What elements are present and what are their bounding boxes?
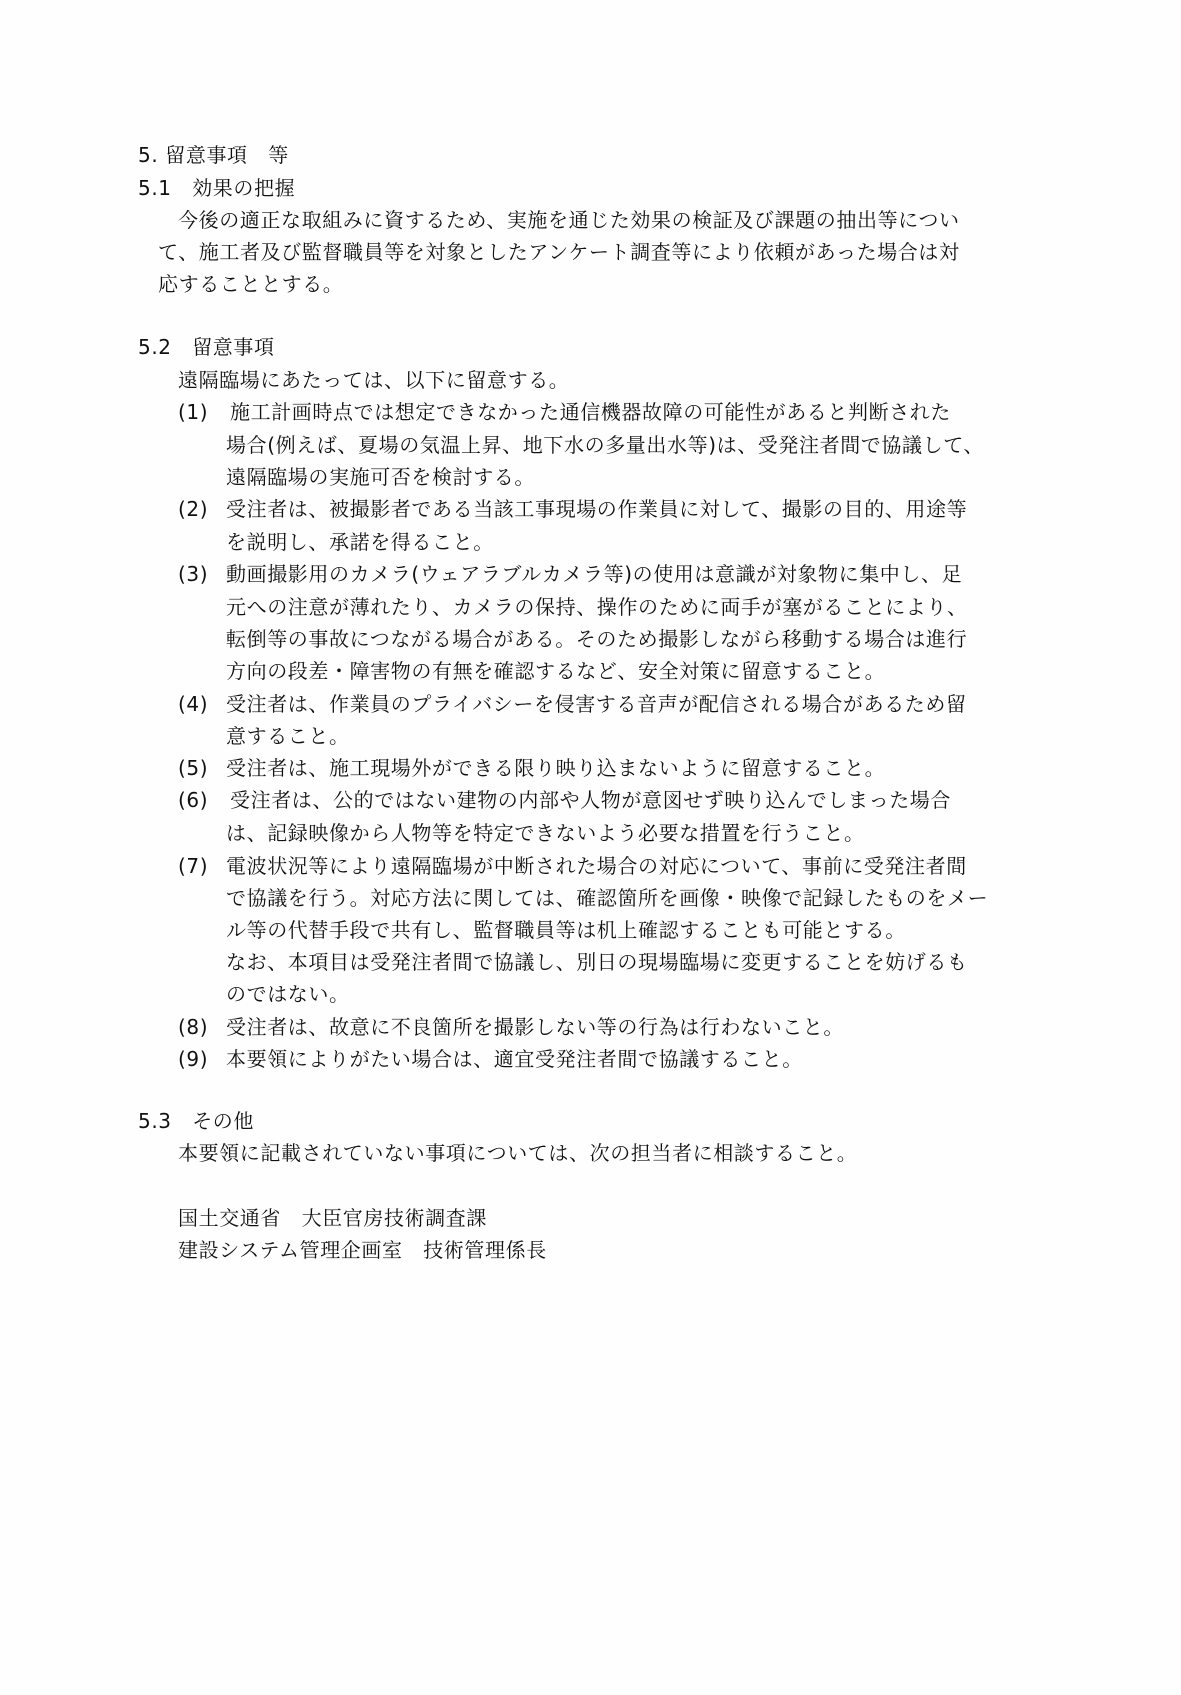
section-5-heading: 5. 留意事項 等 [138,143,289,167]
list-item-line: 受注者は、作業員のプライバシーを侵害する音声が配信される場合があるため留 [226,692,967,716]
section-5-1-text-line: 応することとする。 [158,272,344,296]
list-item-line: 受注者は、公的ではない建物の内部や人物が意図せず映り込んでしまった場合 [230,788,951,812]
list-item-line: 元への注意が薄れたり、カメラの保持、操作のために両手が塞がることにより、 [226,595,968,619]
list-item-number: (1) [178,400,209,424]
list-item-line: 受注者は、被撮影者である当該工事現場の作業員に対して、撮影の目的、用途等 [226,497,968,521]
section-5-3-text: 本要領に記載されていない事項については、次の担当者に相談すること。 [178,1141,858,1165]
section-5-1-text-line: て、施工者及び監督職員等を対象としたアンケート調査等により依頼があった場合は対 [158,240,960,264]
list-item-number: (7) [178,854,209,878]
list-item-line: 受注者は、故意に不良箇所を撮影しない等の行為は行わないこと。 [226,1015,844,1039]
section-5-2-heading: 5.2 留意事項 [138,335,275,359]
list-item-number: (3) [178,562,209,586]
list-item-line: 本要領によりがたい場合は、適宜受発注者間で協議すること。 [226,1047,803,1071]
list-item-number: (4) [178,692,209,716]
section-5-1-heading: 5.1 効果の把握 [138,176,296,200]
list-item-line: 受注者は、施工現場外ができる限り映り込まないように留意すること。 [226,756,886,780]
section-5-2-intro: 遠隔臨場にあたっては、以下に留意する。 [178,368,570,392]
list-item-line: 動画撮影用のカメラ(ウェアラブルカメラ等)の使用は意識が対象物に集中し、足 [226,562,963,586]
list-item-line: 施工計画時点では想定できなかった通信機器故障の可能性があると判断された [230,400,951,424]
list-item-line: 方向の段差・障害物の有無を確認するなど、安全対策に留意すること。 [226,659,886,683]
list-item-number: (9) [178,1047,209,1071]
list-item-line: で協議を行う。対応方法に関しては、確認箇所を画像・映像で記録したものをメー [226,886,989,910]
section-5-3-heading: 5.3 その他 [138,1109,255,1133]
list-item-line: 場合(例えば、夏場の気温上昇、地下水の多量出水等)は、受発注者間で協議して、 [226,433,985,457]
list-item-line: は、記録映像から人物等を特定できないよう必要な措置を行うこと。 [226,821,865,845]
list-item-number: (6) [178,788,209,812]
contact-department: 国土交通省 大臣官房技術調査課 [178,1206,487,1230]
list-item-line: のではない。 [226,982,350,1006]
section-5-1-text-line: 今後の適正な取組みに資するため、実施を通じた効果の検証及び課題の抽出等につい [178,208,960,232]
list-item-line: ル等の代替手段で共有し、監督職員等は机上確認することも可能とする。 [226,918,906,942]
list-item-line: を説明し、承諾を得ること。 [226,530,494,554]
list-item-line: 意すること。 [226,724,350,748]
list-item-line: なお、本項目は受発注者間で協議し、別日の現場臨場に変更することを妨げるも [226,950,968,974]
list-item-line: 遠隔臨場の実施可否を検討する。 [226,465,535,489]
list-item-number: (2) [178,497,209,521]
list-item-line: 転倒等の事故につながる場合がある。そのため撮影しながら移動する場合は進行 [226,627,968,651]
list-item-number: (8) [178,1015,209,1039]
list-item-number: (5) [178,756,209,780]
contact-title: 建設システム管理企画室 技術管理係長 [178,1238,547,1262]
list-item-line: 電波状況等により遠隔臨場が中断された場合の対応について、事前に受発注者間 [226,854,967,878]
